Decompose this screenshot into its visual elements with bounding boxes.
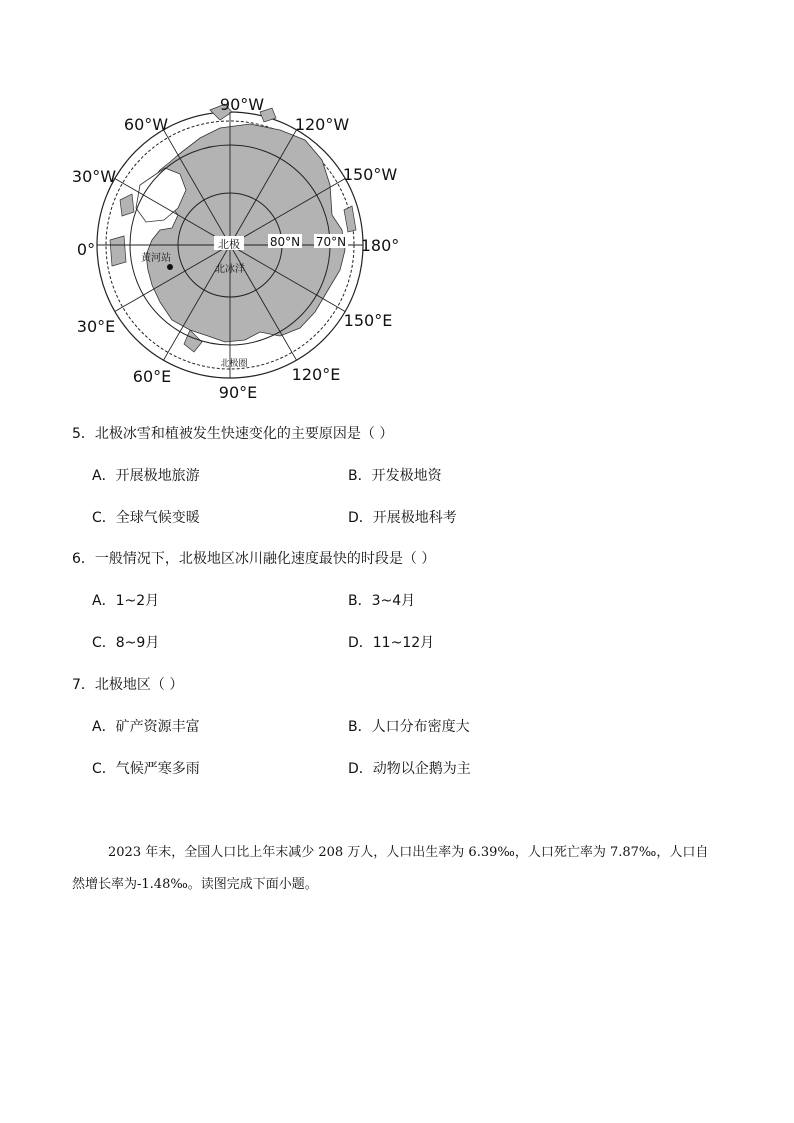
question-6-option-d[interactable]: D．11~12月: [348, 635, 435, 651]
question-7-option-d[interactable]: D．动物以企鹅为主: [348, 761, 471, 777]
arctic-polar-map: [60, 90, 420, 410]
lon-label-120w: 120°W: [294, 115, 350, 134]
question-6-stem: 6．一般情况下，北极地区冰川融化速度最快的时段是（ ）: [72, 551, 436, 567]
lat-label-70n: 70°N: [315, 235, 347, 249]
arctic-ocean-label: 北冰洋: [215, 264, 245, 275]
huanghe-station-label: 黄河站: [141, 253, 171, 264]
lon-label-90w: 90°W: [219, 95, 265, 114]
question-5-option-b[interactable]: B．开发极地资: [348, 468, 442, 484]
question-7-option-b[interactable]: B．人口分布密度大: [348, 719, 470, 735]
lon-label-30e: 30°E: [76, 317, 116, 336]
passage-line-1: 2023 年末，全国人口比上年末减少 208 万人，人口出生率为 6.39‰，人口死亡率为 7.87‰，人口自: [108, 845, 709, 860]
lon-label-0: 0°: [76, 240, 96, 259]
huanghe-station-marker: [167, 264, 173, 270]
lon-label-60e: 60°E: [132, 367, 172, 386]
question-6-option-c[interactable]: C．8~9月: [92, 635, 160, 651]
north-pole-label: 北极: [218, 238, 240, 251]
arctic-circle-label: 北极圈: [220, 359, 248, 369]
lon-label-30w: 30°W: [71, 167, 117, 186]
question-7-stem: 7．北极地区（ ）: [72, 677, 184, 693]
question-5-option-a[interactable]: A．开展极地旅游: [92, 468, 200, 484]
lon-label-150w: 150°W: [342, 165, 398, 184]
passage-line-2: 然增长率为-1.48‰。读图完成下面小题。: [72, 877, 318, 892]
question-5-option-c[interactable]: C．全球气候变暖: [92, 510, 200, 526]
lon-label-60w: 60°W: [123, 115, 169, 134]
question-5-option-d[interactable]: D．开展极地科考: [348, 510, 457, 526]
lon-label-180: 180°: [360, 236, 400, 255]
lon-label-120e: 120°E: [291, 365, 341, 384]
island-6: [110, 236, 126, 266]
question-5-stem: 5．北极冰雪和植被发生快速变化的主要原因是（ ）: [72, 426, 394, 442]
question-7-option-c[interactable]: C．气候严寒多雨: [92, 761, 200, 777]
lon-label-90e: 90°E: [218, 383, 258, 402]
lat-label-80n: 80°N: [269, 235, 301, 249]
lon-label-150e: 150°E: [343, 311, 393, 330]
question-6-option-a[interactable]: A．1~2月: [92, 593, 160, 609]
arctic-map-svg: [60, 90, 420, 410]
question-7-option-a[interactable]: A．矿产资源丰富: [92, 719, 200, 735]
question-6-option-b[interactable]: B．3~4月: [348, 593, 416, 609]
land-mass: [146, 124, 345, 342]
